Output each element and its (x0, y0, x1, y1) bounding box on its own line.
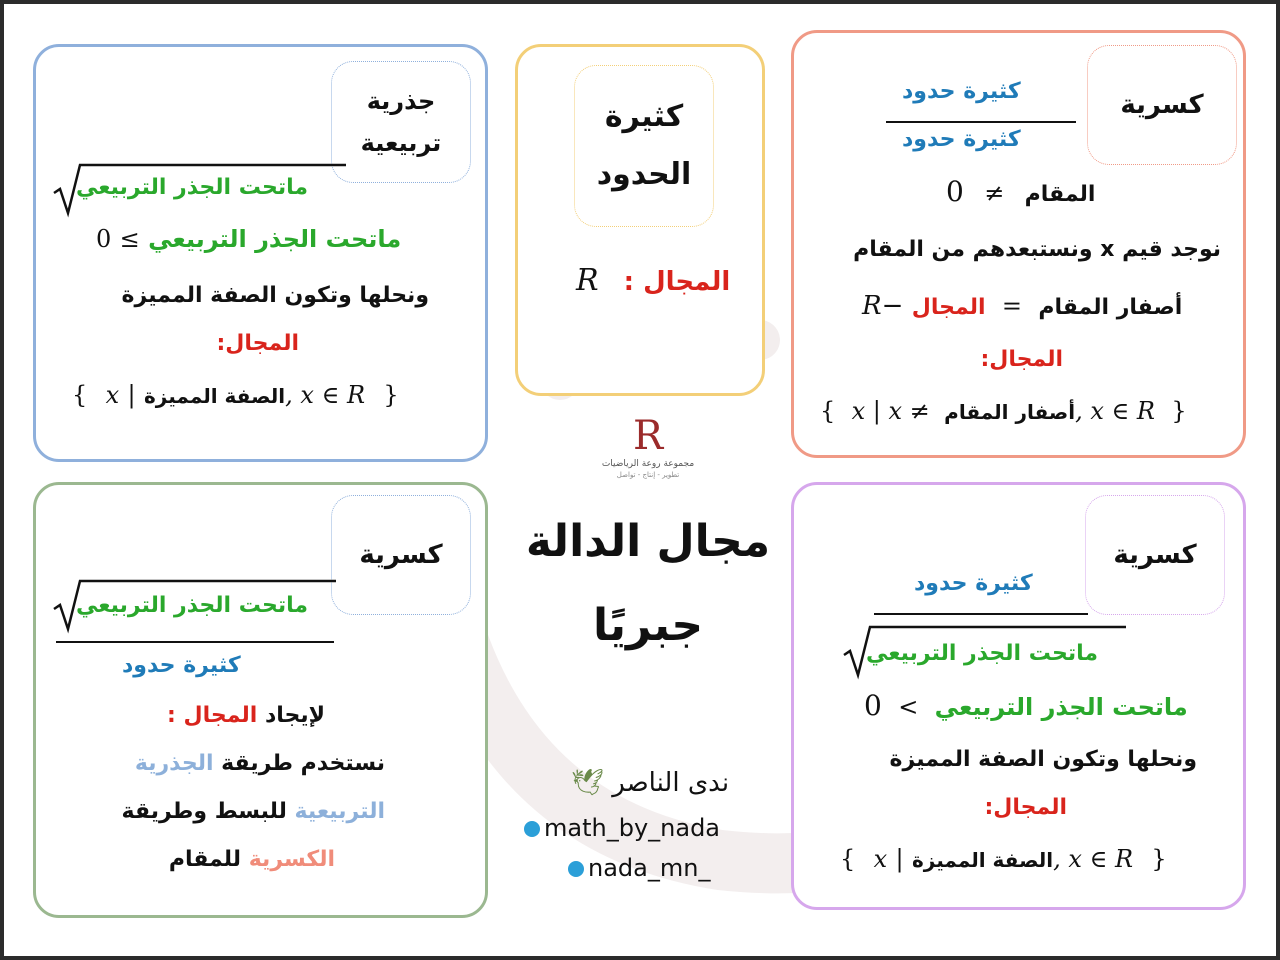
page-title-line1: مجال الدالة (525, 516, 771, 567)
logo-caption: مجموعة روعة الرياضيات (601, 459, 695, 469)
radical-set-notation: { x | الصفة المميزة, x ∈ R } (72, 381, 399, 409)
page-title-line2: جبريًا (592, 600, 704, 651)
rational-denominator: كثيرة حدود (902, 127, 1021, 152)
rational-find-text: نوجد قيم x ونستبعدهم من المقام (853, 237, 1221, 262)
author-name: ندى الناصر 🕊 (570, 768, 730, 798)
frac-num-fraction-bar (56, 641, 334, 643)
dove-icon: 🕊 (570, 768, 604, 798)
poly-domain-value: R (576, 263, 599, 298)
logo-letter: R (632, 413, 664, 459)
frac-num-radicand: ماتحت الجذر التربيعي (76, 593, 309, 618)
frac-den-fraction-bar (874, 613, 1088, 615)
rational-domain-label2: المجال: (980, 347, 1063, 372)
poly-domain (576, 263, 730, 298)
card-rational-domain (791, 30, 1246, 458)
telegram-handle: math_by_nada (524, 814, 720, 842)
frac-num-method-line1: نستخدم طريقة الجذرية (134, 751, 385, 776)
radical-domain-label: المجال: (216, 331, 299, 356)
frac-den-solve-text: ونحلها وتكون الصفة المميزة (889, 747, 1197, 772)
frac-num-method-line3: الكسرية للمقام (168, 847, 335, 872)
telegram-icon (524, 821, 540, 837)
frac-den-radicand: ماتحت الجذر التربيعي (866, 641, 1099, 666)
radical-solve-text: ونحلها وتكون الصفة المميزة (121, 283, 429, 308)
gt-symbol: > (898, 693, 919, 721)
radical-inequality (96, 225, 401, 253)
frac-num-denominator: كثيرة حدود (122, 653, 241, 678)
radical-type-tag (331, 61, 471, 183)
frac-num-find-line: لإيجاد المجال : (167, 703, 325, 728)
center-logo (598, 414, 698, 484)
poly-domain-label: المجال : (623, 267, 731, 297)
frac-num-method-line2: التربيعية للبسط وطريقة (121, 799, 385, 824)
rational-numerator: كثيرة حدود (902, 79, 1021, 104)
card-fraction-radical-denominator (791, 482, 1246, 910)
card-fraction-radical-numerator (33, 482, 488, 918)
rational-denom-condition: 0 ≠ المقام (946, 175, 1096, 208)
frac-den-domain-label: المجال: (984, 795, 1067, 820)
frac-den-set-notation: { x | الصفة المميزة, x ∈ R } (840, 845, 1167, 873)
radical-tag-line2: تربيعية (360, 129, 442, 157)
poly-type-tag (574, 65, 714, 227)
radical-tag-line1: جذرية (366, 87, 436, 115)
frac-num-type-tag: كسرية (331, 495, 471, 615)
poly-tag-line1: كثيرة (604, 99, 684, 134)
frac-den-inequality: ماتحت الجذر التربيعي > 0 (864, 689, 1188, 722)
logo-subcaption: تطوير - إنتاج - تواصل (616, 471, 680, 479)
rational-fraction-bar (886, 121, 1076, 123)
radical-zero: 0 (96, 225, 112, 253)
twitter-icon (568, 861, 584, 877)
card-polynomial-domain (515, 44, 765, 396)
radical-ineq-text: ماتحت الجذر التربيعي (148, 225, 402, 253)
twitter-handle: nada_mn_ (568, 854, 710, 882)
geq-symbol: ≥ (119, 225, 140, 253)
frac-den-type-tag: كسرية (1085, 495, 1225, 615)
poly-tag-line2: الحدود (596, 157, 692, 192)
card-radical-domain (33, 44, 488, 462)
rational-type-tag: كسرية (1087, 45, 1237, 165)
rational-set-notation: { x | x ≠ أصفار المقام, x ∈ R } (820, 397, 1187, 425)
rational-domain-equation: R− أصفار المقام = المجال (862, 291, 1183, 321)
frac-den-numerator: كثيرة حدود (914, 571, 1033, 596)
radical-radicand: ماتحت الجذر التربيعي (76, 175, 309, 200)
